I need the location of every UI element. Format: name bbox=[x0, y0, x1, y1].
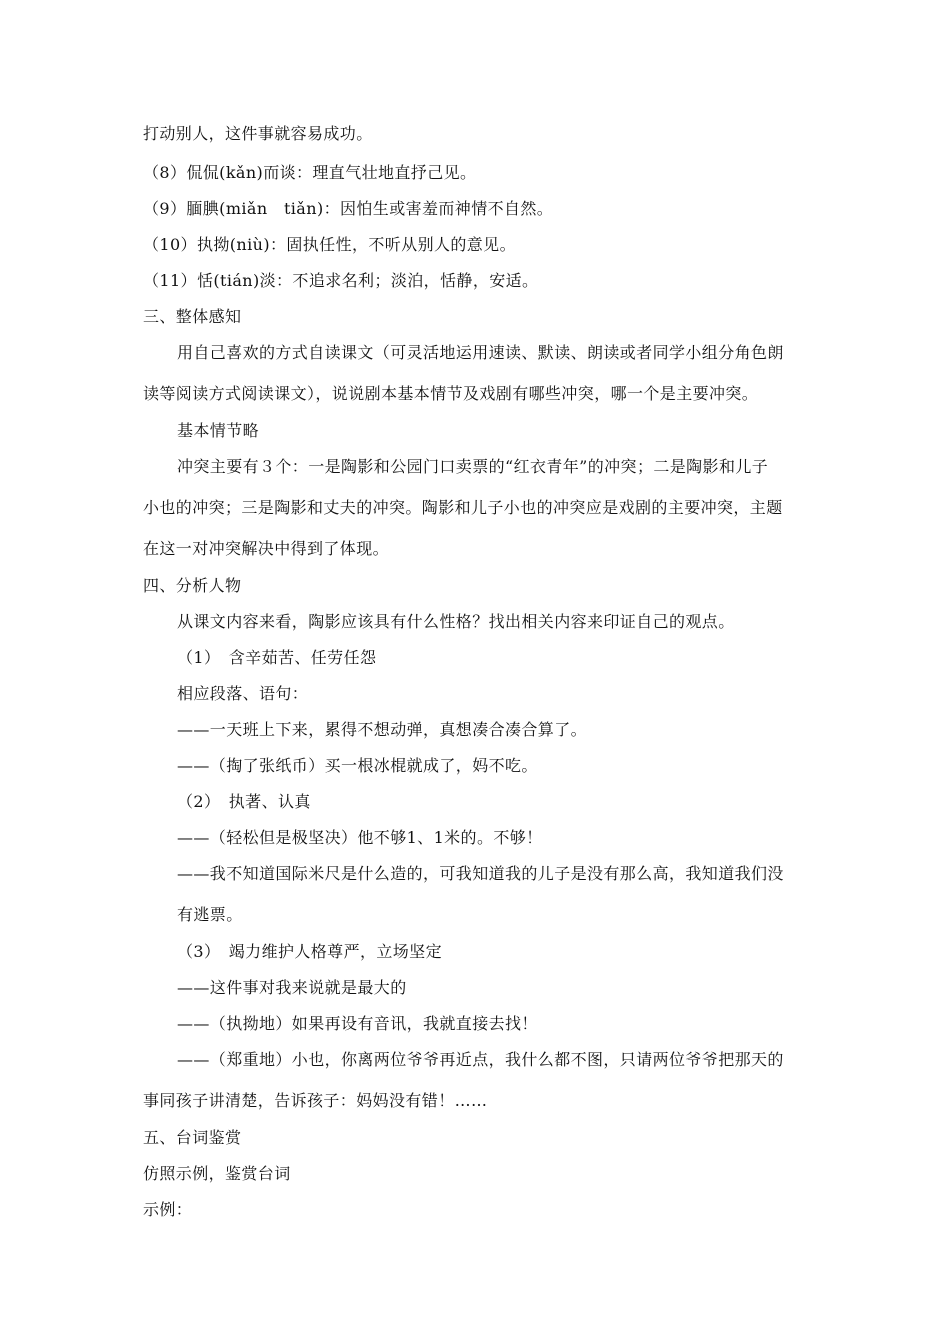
section-heading-3: 三、整体感知 bbox=[143, 307, 242, 326]
paragraph-line: 从课文内容来看，陶影应该具有什么性格？找出相关内容来印证自己的观点。 bbox=[177, 612, 735, 631]
paragraph-line: 在这一对冲突解决中得到了体现。 bbox=[143, 539, 390, 558]
quote-line: ——这件事对我来说就是最大的 bbox=[177, 978, 407, 997]
section-heading-5: 五、台词鉴赏 bbox=[143, 1128, 242, 1147]
paragraph-line: 冲突主要有３个：一是陶影和公园门口卖票的“红衣青年”的冲突；二是陶影和儿子 bbox=[177, 457, 769, 476]
quote-line: ——（执拗地）如果再设有音讯，我就直接去找！ bbox=[177, 1014, 538, 1033]
quote-line: ——（郑重地）小也，你离两位爷爷再近点，我什么都不图，只请两位爷爷把那天的 bbox=[177, 1050, 784, 1069]
quote-line: 事同孩子讲清楚，告诉孩子：妈妈没有错！…… bbox=[143, 1091, 488, 1110]
paragraph-line: 仿照示例，鉴赏台词 bbox=[143, 1164, 291, 1183]
vocab-item-10: （10）执拗(niù)：固执任性，不听从别人的意见。 bbox=[143, 235, 516, 254]
section-heading-4: 四、分析人物 bbox=[143, 576, 242, 595]
paragraph-line: 打动别人，这件事就容易成功。 bbox=[143, 124, 373, 143]
quote-line: 有逃票。 bbox=[177, 905, 243, 924]
vocab-item-11: （11）恬(tián)淡：不追求名利；淡泊，恬静，安适。 bbox=[143, 271, 539, 290]
paragraph-line: 用自己喜欢的方式自读课文（可灵活地运用速读、默读、朗读或者同学小组分角色朗 bbox=[177, 343, 784, 362]
trait-heading-3: （3） 竭力维护人格尊严，立场坚定 bbox=[177, 942, 442, 961]
trait-heading-2: （2） 执著、认真 bbox=[177, 792, 311, 811]
quote-line: ——一天班上下来，累得不想动弹，真想凑合凑合算了。 bbox=[177, 720, 588, 739]
quote-line: ——（掏了张纸币）买一根冰棍就成了，妈不吃。 bbox=[177, 756, 538, 775]
quote-line: ——（轻松但是极坚决）他不够1、1米的。不够！ bbox=[177, 828, 543, 847]
quote-line: ——我不知道国际米尺是什么造的，可我知道我的儿子是没有那么高，我知道我们没 bbox=[177, 864, 784, 883]
paragraph-line: 基本情节略 bbox=[177, 421, 260, 440]
vocab-item-9: （9）腼腆(miǎn tiǎn)：因怕生或害羞而神情不自然。 bbox=[143, 199, 554, 218]
trait-heading-1: （1） 含辛茹苦、任劳任怨 bbox=[177, 648, 377, 667]
paragraph-line: 小也的冲突；三是陶影和丈夫的冲突。陶影和儿子小也的冲突应是戏剧的主要冲突，主题 bbox=[143, 498, 783, 517]
paragraph-line: 读等阅读方式阅读课文），说说剧本基本情节及戏剧有哪些冲突，哪一个是主要冲突。 bbox=[143, 384, 759, 403]
vocab-item-8: （8）侃侃(kǎn)而谈：理直气壮地直抒己见。 bbox=[143, 163, 477, 182]
paragraph-line: 相应段落、语句： bbox=[177, 684, 309, 703]
paragraph-line: 示例： bbox=[143, 1200, 193, 1219]
